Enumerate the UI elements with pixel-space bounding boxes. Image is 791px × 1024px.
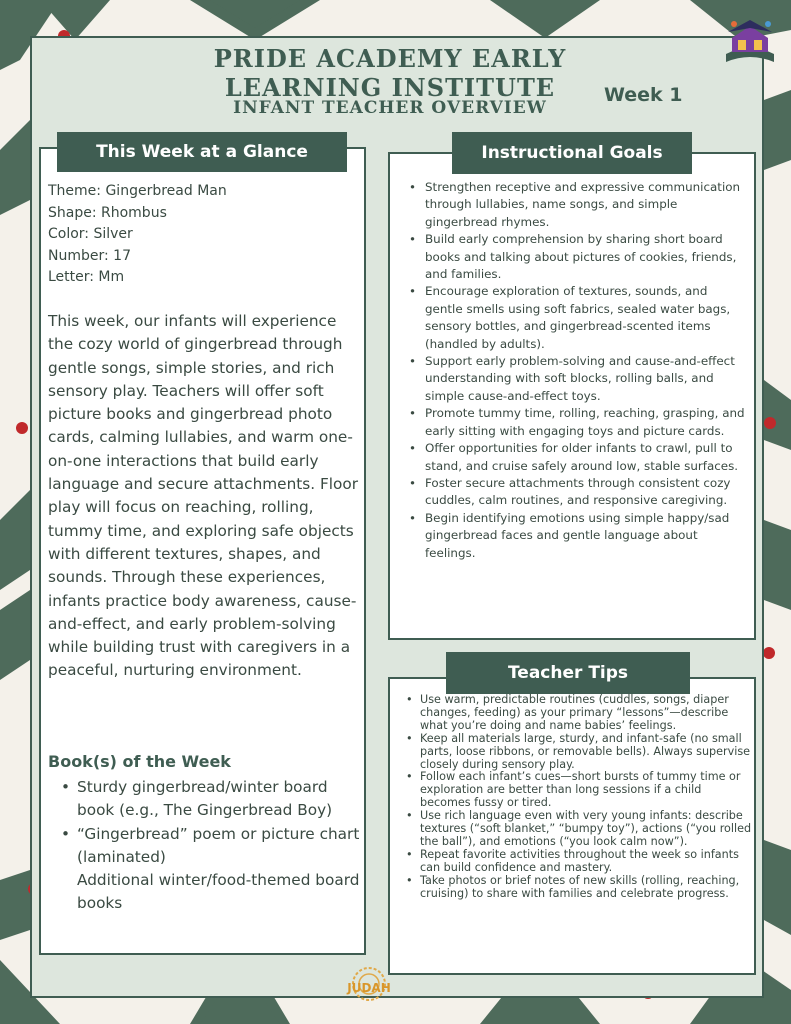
list-item (402, 849, 752, 875)
fact-theme: Theme: Gingerbread Man (48, 183, 227, 199)
goal-text: Build early comprehension by sharing short board books and talking about pictures of cookies, friends, and families. (425, 232, 737, 282)
goal-text: Encourage exploration of textures, sounds, and gentle smells using soft fabrics, sealed water bags, sensory bottles, and gingerbread-scented items (handled by adults). (425, 284, 731, 351)
goal-text: Strengthen receptive and expressive communication through lullabies, name songs, and simple gingerbread rhymes. (425, 180, 741, 229)
title-line-2: LEARNING INSTITUTE (224, 73, 556, 102)
tip-text: Repeat favorite activities throughout the week so infants can build confidence and mastery. (420, 847, 739, 874)
bullet-icon: • (409, 510, 417, 525)
fact-color: Color: Silver (48, 226, 133, 242)
tip-text: Use warm, predictable routines (cuddles, songs, diaper changes, feeding) as your primary “lessons”—describe what you’re doing and name babies’ feelings. (420, 693, 729, 732)
tip-text: Take photos or brief notes of new skills (rolling, reaching, cruising) to share with families and celebrate progress. (420, 873, 740, 900)
list-item (402, 875, 752, 901)
academy-logo-icon (722, 16, 778, 66)
goal-text: Support early problem-solving and cause-and-effect understanding with soft blocks, rolling balls, and simple cause-and-effect toys. (425, 354, 735, 403)
list-item (400, 231, 746, 283)
logo-wordmark: JUDAH (347, 981, 391, 995)
bullet-icon: • (406, 770, 413, 784)
book-text: “Gingerbread” poem or picture chart (laminated) (77, 824, 360, 866)
goals-heading: Instructional Goals (452, 132, 692, 174)
fact-number: Number: 17 (48, 247, 131, 264)
fact-letter: Letter: Mm (48, 269, 125, 285)
goal-text: Offer opportunities for older infants to crawl, pull to stand, and cruise safely around low, stable surfaces. (425, 441, 739, 473)
list-item (48, 869, 360, 916)
goal-text: Promote tummy time, rolling, reaching, grasping, and early sitting with engaging toys and picture cards. (425, 406, 745, 438)
list-item (402, 810, 752, 849)
bullet-icon: • (409, 284, 417, 299)
glance-heading: This Week at a Glance (57, 132, 347, 172)
bullet-icon: • (406, 693, 413, 706)
bullet-icon: • (61, 824, 71, 843)
judah-logo-icon (336, 964, 402, 1010)
bullet-icon: • (409, 441, 417, 456)
list-item (400, 179, 746, 231)
list-item (400, 510, 746, 562)
bullet-icon: • (406, 731, 413, 745)
tips-heading: Teacher Tips (446, 652, 690, 694)
bullet-icon: • (409, 354, 417, 369)
list-item (400, 440, 746, 475)
list-item (402, 771, 752, 810)
tip-text: Follow each infant’s cues—short bursts of tummy time or exploration are better than long sessions if a child becomes fussy or tired. (420, 770, 741, 810)
goals-list (400, 179, 746, 562)
list-item (402, 733, 752, 772)
tip-text: Keep all materials large, sturdy, and infant-safe (no small parts, loose ribbons, or removable bells). Always supervise closely during sensory play. (420, 731, 751, 771)
fact-shape: Shape: Rhombus (48, 204, 167, 221)
tip-text: Use rich language even with very young infants: describe textures (“soft blanket,” “bumpy toy”), actions (“you rolled the ball”), and emotions (“you look calm now”). (420, 809, 752, 848)
theme-facts (48, 181, 358, 289)
bullet-icon: • (409, 406, 417, 421)
goal-text: Foster secure attachments through consistent cozy cuddles, calm routines, and responsive caregiving. (425, 475, 731, 508)
page-subtitle: INFANT TEACHER OVERVIEW (233, 98, 547, 118)
books-list (48, 776, 360, 916)
week-label: Week 1 (604, 84, 683, 106)
list-item (402, 694, 752, 733)
book-text: Additional winter/food-themed board books (77, 871, 360, 913)
goal-text: Begin identifying emotions using simple happy/sad gingerbread faces and gentle language about feelings. (425, 510, 730, 560)
tips-list (402, 694, 752, 901)
bullet-icon: • (406, 847, 413, 861)
bullet-icon: • (406, 873, 413, 887)
list-item (48, 823, 360, 870)
bullet-icon: • (61, 778, 71, 796)
list-item (400, 475, 746, 510)
title-line-1: PRIDE ACADEMY EARLY (213, 44, 567, 73)
list-item (400, 405, 746, 440)
list-item (400, 353, 746, 405)
week-summary: This week, our infants will experience the cozy world of gingerbread through gentle songs, simple stories, and rich sensory play. Teachers will offer soft picture books and gingerbread photo cards, calming lullabies, and warm one-on-one interactions that build early language and secure attachments. Floor play will focus on reaching, rolling, tummy time, and exploring safe objects with different textures, shapes, and sounds. Through these experiences, infants practice body awareness, cause-and-effect, and early problem-solving while building trust with caregivers in a peaceful, nurturing environment. (48, 312, 359, 680)
page-title (150, 44, 630, 102)
bullet-icon: • (406, 809, 413, 823)
bullet-icon: • (409, 475, 417, 490)
books-heading: Book(s) of the Week (48, 752, 231, 771)
bullet-icon: • (409, 232, 417, 247)
list-item (400, 283, 746, 353)
bullet-icon: • (409, 180, 417, 194)
book-text: Sturdy gingerbread/winter board book (e.g., The Gingerbread Boy) (77, 778, 333, 820)
list-item (48, 776, 360, 823)
